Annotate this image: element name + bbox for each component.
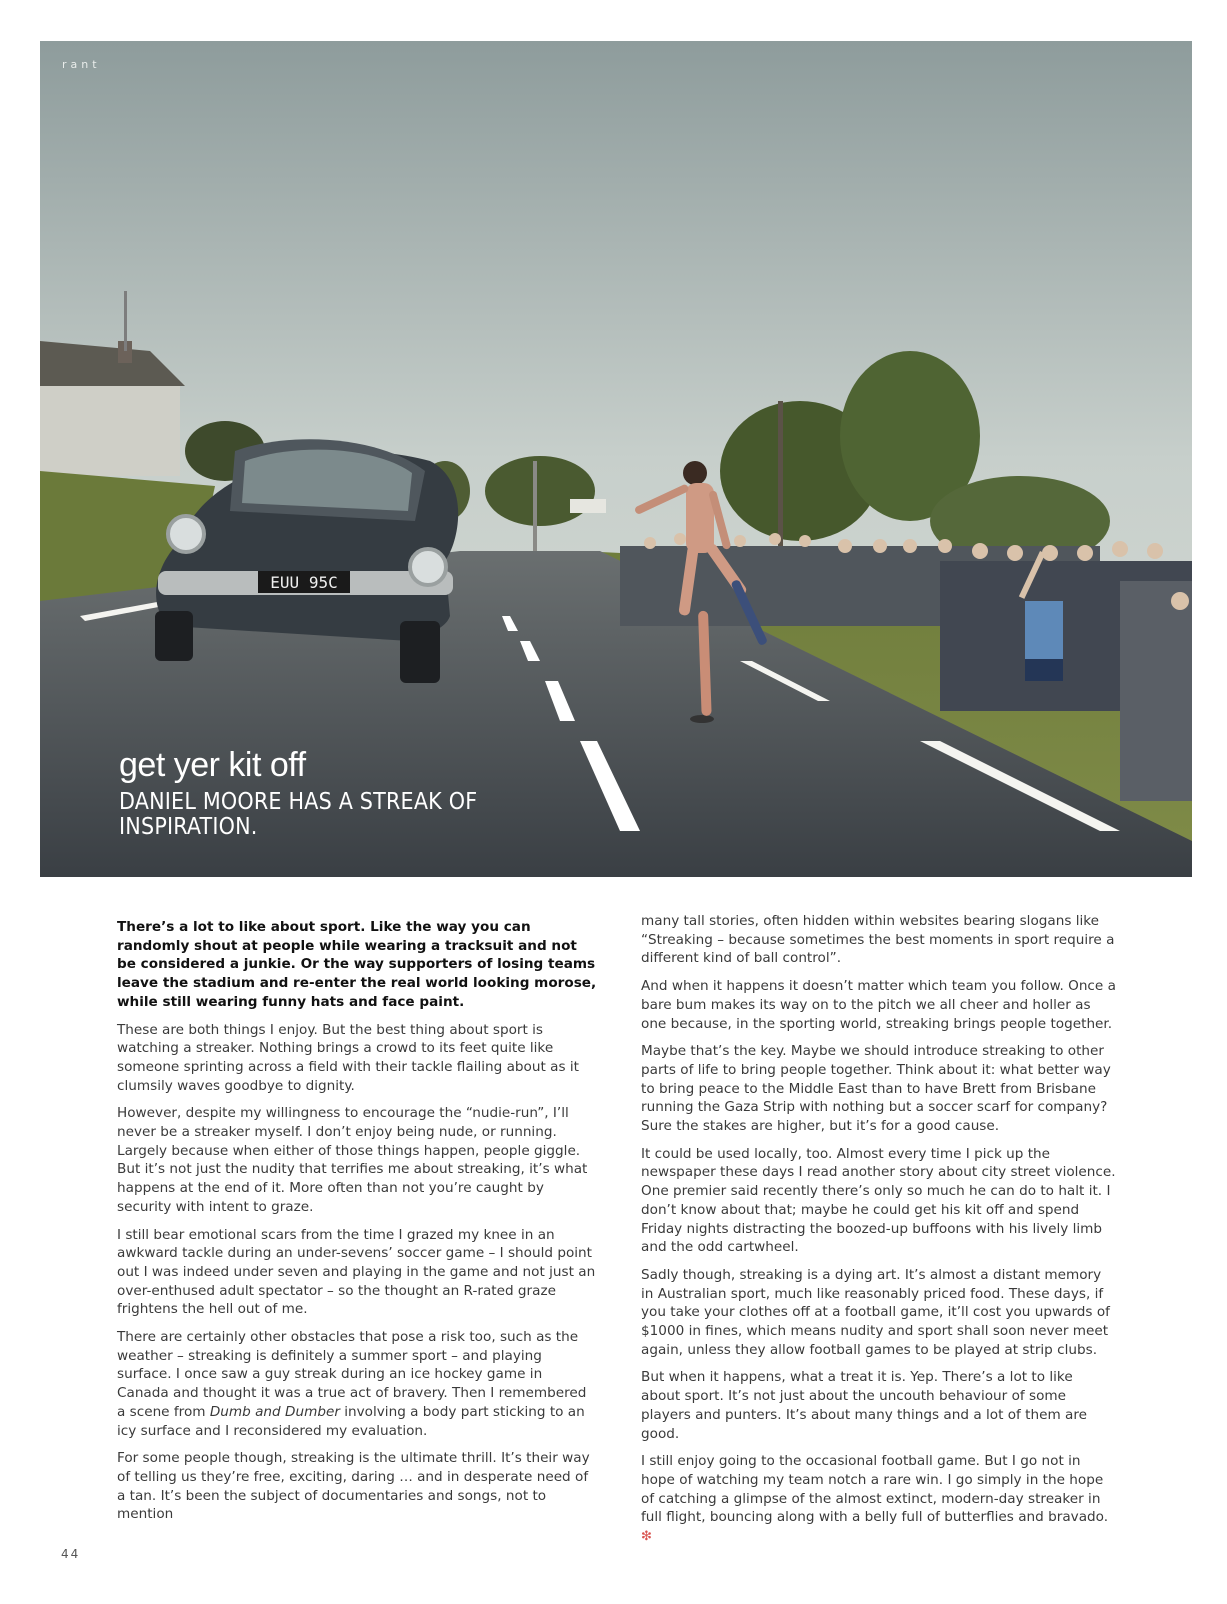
paragraph: Maybe that’s the key. Maybe we should introduce streaking to other parts of life to bring people together. Think about it: what better way to bring peace to the Middle East than to have Brett from Brisbane running the Gaza Strip with nothing but a soccer scarf for company? Sure the stakes are higher, but it’s for a good cause.: [641, 1043, 1111, 1135]
hero-photo: [40, 41, 1192, 877]
paragraph: For some people though, streaking is the ultimate thrill. It’s their way of telling us they’re free, exciting, daring … and in desperate need of a tan. It’s been the subject of documentaries and songs, not to mention: [117, 1450, 590, 1523]
film-title: Dumb and Dumber: [209, 1403, 340, 1420]
standfirst: DANIEL MOORE HAS A STREAK OF INSPIRATION.: [119, 789, 478, 840]
paragraph-text: There are certainly other obstacles that pose a risk too, such as the weather – streaking is definitely a summer sport – and playing surface. I once saw a guy streak during an ice hockey game in Canada and thought it was a true act of bravery. Then I remembered a scene from: [117, 1329, 587, 1420]
article-column-right: [641, 912, 1116, 1556]
paragraph-text: I still enjoy going to the occasional football game. But I go not in hope of watching my team notch a rare win. I go simply in the hope of catching a glimpse of the almost extinct, modern-day streaker in full flight, bouncing along with a belly full of butterflies and bravado.: [641, 1453, 1109, 1526]
paragraph: But when it happens, what a treat it is. Yep. There’s a lot to like about sport. It’s not just about the uncouth behaviour of some players and punters. It’s about many things and a lot of them are good.: [641, 1369, 1087, 1442]
headline: get yer kit off: [119, 746, 306, 784]
paragraph: And when it happens it doesn’t matter which team you follow. Once a bare bum makes its way on to the pitch we all cheer and holler as one because, in the sporting world, streaking brings people together.: [641, 978, 1116, 1032]
end-mark-icon: ❇: [641, 1529, 652, 1545]
paragraph: However, despite my willingness to encourage the “nudie-run”, I’ll never be a streaker myself. I don’t enjoy being nude, or running. Largely because when either of those things happen, people giggle. But it’s not just the nudity that terrifies me about streaking, it’s what happens at the end of it. More often than not you’re caught by security with intent to graze.: [117, 1105, 588, 1215]
number-plate-text: EUU 95C: [270, 573, 338, 592]
paragraph: I still bear emotional scars from the time I grazed my knee in an awkward tackle during an under-sevens’ soccer game – I should point out I was indeed under seven and playing in the game and not just an over-enthused adult spectator – so the thought an R-rated graze frightens the hell out of me.: [117, 1226, 596, 1318]
article-column-left: [117, 918, 597, 1533]
house-wall: [40, 386, 180, 476]
lead-paragraph: There’s a lot to like about sport. Like the way you can randomly shout at people while wearing a tracksuit and not be considered a junkie. Or the way supporters of losing teams leave the stadium and re-enter the real world looking morose, while still wearing funny hats and face paint.: [117, 919, 597, 1010]
page-number: 44: [61, 1547, 81, 1561]
paragraph: It could be used locally, too. Almost every time I pick up the newspaper these days I read another story about city street violence. One premier said recently there’s only so much he can do to halt it. I don’t know about that; maybe he could get his kit off and spend Friday nights distracting the boozed-up buffoons with his lively limb and the odd cartwheel.: [641, 1145, 1116, 1256]
paragraph: Sadly though, streaking is a dying art. It’s almost a distant memory in Australian sport, much like reasonably priced food. These days, if you take your clothes off at a football game, it’ll cost you upwards of $1000 in fines, which means nudity and sport shall soon never meet again, unless they allow football games to be played at strip clubs.: [641, 1266, 1110, 1358]
paragraph: These are both things I enjoy. But the best thing about sport is watching a streaker. Nothing brings a crowd to its feet quite like someone sprinting across a field with their tackle flailing about as it clumsily waves goodbye to dignity.: [117, 1021, 579, 1094]
paragraph: [641, 1452, 1116, 1547]
paragraph-text: involving a body part sticking to an icy surface and I reconsidered my evaluation.: [117, 1403, 585, 1439]
paragraph: many tall stories, often hidden within websites bearing slogans like “Streaking – because sometimes the best moments in sport require a different kind of ball control”.: [641, 913, 1115, 967]
paragraph: [117, 1328, 597, 1440]
section-tag: rant: [62, 58, 101, 71]
